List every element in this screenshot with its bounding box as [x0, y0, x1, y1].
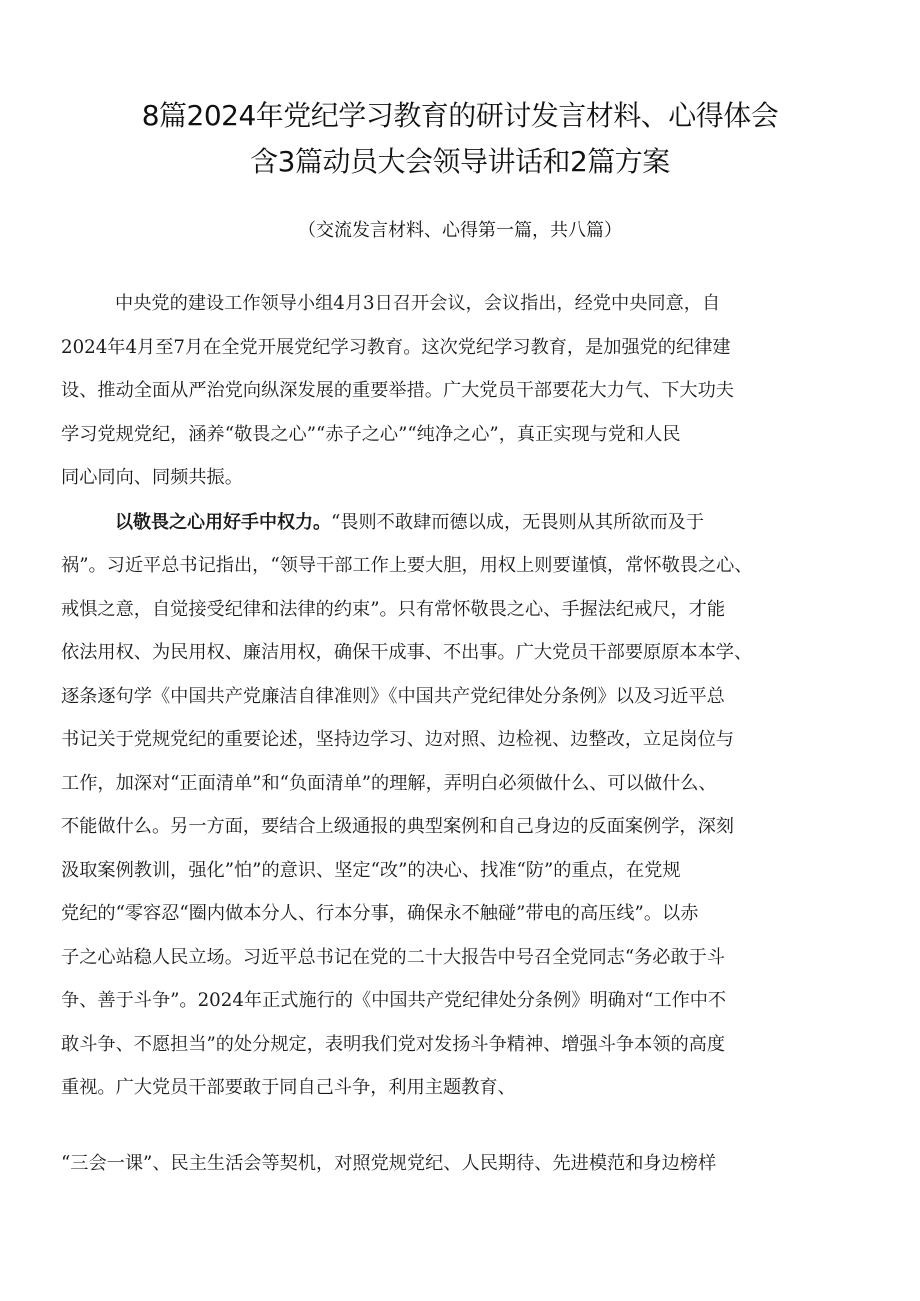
paragraph-2-line: 重视。广大党员干部要敢于同自己斗争，利用主题教育、 [61, 1077, 516, 1098]
paragraph-2-line: 祸”。习近平总书记指出，“领导干部工作上要大胆，用权上则要谨慎，常怀敬畏之心、 [61, 555, 753, 576]
paragraph-2-line: 汲取案例教训，强化”怕”的意识、坚定“改”的决心、找准“防”的重点，在党规 [61, 860, 681, 881]
paragraph-1-line: 中央党的建设工作领导小组4月3日召开会议，会议指出，经党中央同意，自 [115, 293, 721, 314]
paragraph-2-line: 子之心站稳人民立场。习近平总书记在党的二十大报告中号召全党同志“务必敢于斗 [61, 947, 726, 968]
paragraph-2-line: 书记关于党规党纪的重要论述，坚持边学习、边对照、边检视、边整改，立足岗位与 [61, 729, 734, 750]
paragraph-1-line: 设、推动全面从严治党向纵深发展的重要举措。广大党员干部要花大力气、下大功夫 [61, 380, 734, 401]
paragraph-2-first-line [115, 510, 704, 536]
paragraph-2-line: 逐条逐句学《中国共产党廉洁自律准则》《中国共产党纪律处分条例》以及习近平总 [61, 686, 725, 707]
paragraph-2-line: 党纪的“零容忍“圈内做本分人、行本分事，确保永不触碰”带电的高压线”。以赤 [61, 903, 699, 924]
paragraph-2-heading: 以敬畏之心用好手中权力。 [115, 512, 331, 533]
paragraph-2-first-line-text: “畏则不敢肆而德以成，无畏则从其所欲而及于 [331, 512, 705, 533]
paragraph-2-line: 不能做什么。另一方面，要结合上级通报的典型案例和自己身边的反面案例学，深刻 [61, 816, 734, 837]
paragraph-2-line: 工作，加深对“正面清单”和“负面清单”的理解，弄明白必须做什么、可以做什么、 [61, 773, 717, 794]
paragraph-1-line: 2024年4月至7月在全党开展党纪学习教育。这次党纪学习教育，是加强党的纪律建 [61, 337, 731, 358]
document-title-line-1: 8篇2024年党纪学习教育的研讨发言材料、心得体会 [141, 99, 779, 132]
paragraph-3-line: “三会一课”、民主生活会等契机，对照党规党纪、人民期待、先进模范和身边榜样 [61, 1153, 717, 1174]
paragraph-2-line: 依法用权、为民用权、廉洁用权，确保干成事、不出事。广大党员干部要原原本本学、 [61, 642, 753, 663]
paragraph-2-line: 戒惧之意，自觉接受纪律和法律的约束”。只有常怀敬畏之心、手握法纪戒尺，才能 [61, 599, 726, 620]
paragraph-2-line: 争、善于斗争”。2024年正式施行的《中国共产党纪律处分条例》明确对“工作中不 [61, 990, 727, 1011]
paragraph-2-line: 敢斗争、不愿担当”的处分规定，表明我们党对发扬斗争精神、增强斗争本领的高度 [61, 1034, 726, 1055]
document-title-line-2: 含3篇动员大会领导讲话和2篇方案 [250, 145, 670, 178]
paragraph-1-line: 同心同向、同频共振。 [61, 467, 243, 488]
section-subtitle: （交流发言材料、心得第一篇，共八篇） [298, 220, 622, 241]
paragraph-1-line: 学习党规党纪，涵养“敬畏之心”“赤子之心”“纯净之心”，真正实现与党和人民 [61, 424, 681, 445]
